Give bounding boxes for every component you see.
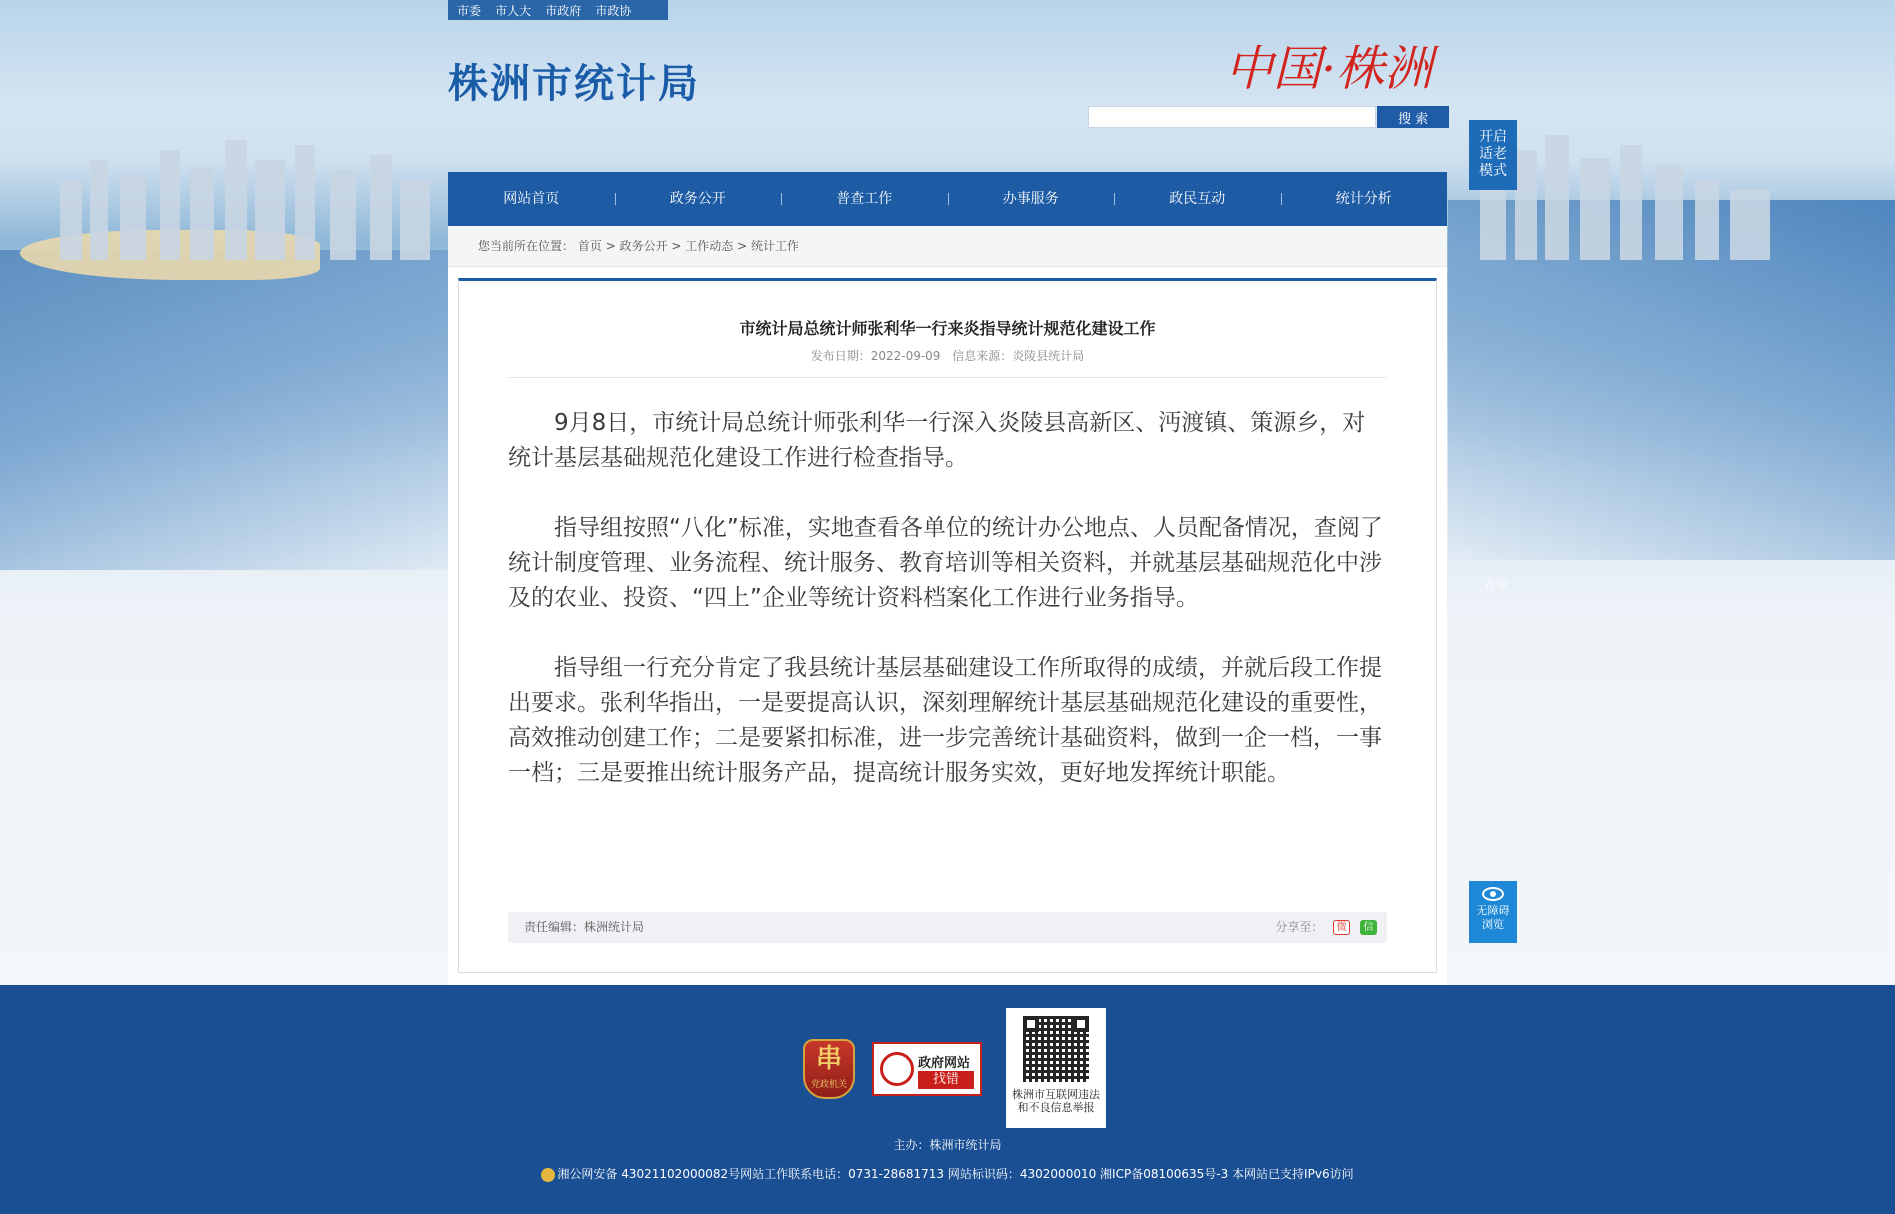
nav-government-affairs[interactable]: 政务公开 [615,172,782,226]
top-link-government[interactable]: 市政府 [545,4,582,18]
nav-services[interactable]: 办事服务 [948,172,1115,226]
gov-site-error-badge[interactable] [872,1042,982,1096]
source-label [952,349,1084,363]
search-button[interactable]: 搜 索 [1377,106,1449,128]
host-info: 主办：株洲市统计局 [893,1138,1002,1152]
breadcrumb-separator: > [671,239,686,253]
wechat-share-icon[interactable]: 信 [1360,920,1377,935]
article-card [458,278,1437,973]
breadcrumb-item-news[interactable]: 工作动态 [685,239,734,253]
gov-badge-line2: 找错 [918,1071,974,1089]
info-source: 炎陵县统计局 [1012,349,1085,363]
accessibility-button[interactable] [1469,881,1517,943]
gov-badge-line1: 政府网站 [918,1056,971,1071]
share-label: 分享至： [1275,920,1324,934]
city-logo: 中国·株洲 [1225,41,1433,97]
article-paragraph: 9月8日，市统计局总统计师张利华一行深入炎陵县高新区、沔渡镇、策源乡，对统计基层基础规范化建设工作进行检查指导。 [508,410,1366,471]
breadcrumb-item-statistics[interactable]: 统计工作 [751,239,800,253]
police-badge-icon [541,1168,555,1182]
record-info [0,1165,1895,1182]
nav-census[interactable]: 普查工作 [781,172,948,226]
top-link-congress[interactable]: 市人大 [495,4,532,18]
accessibility-label: 无障碍 浏览 [1476,904,1510,931]
party-emblem-icon: 串 [815,1044,842,1074]
nav-home[interactable]: 网站首页 [503,191,560,207]
nav-interaction[interactable]: 政民互动 [1114,172,1281,226]
content-panel [448,226,1447,985]
eye-icon [1482,887,1504,901]
breadcrumb-item-affairs[interactable]: 政务公开 [619,239,668,253]
editor-name: 株洲统计局 [584,920,645,934]
date-label [811,349,941,363]
elder-mode-button[interactable]: 开启 适老 模式 [1469,120,1517,190]
article-body [508,406,1387,826]
breadcrumb [448,226,1447,267]
source-label-text: 信息来源： [952,349,1013,363]
editor-label: 责任编辑： [524,920,585,934]
breadcrumb-prefix: 您当前所在位置： [478,239,575,253]
qr-caption: 株洲市互联网违法 和不良信息举报 [1012,1088,1100,1114]
title-divider [508,377,1387,378]
article-meta [459,347,1436,364]
breadcrumb-item-home[interactable]: 首页 [577,239,602,253]
breadcrumb-separator: > [605,239,620,253]
site-title[interactable]: 株洲市统计局 [448,60,700,107]
top-link-party[interactable]: 市委 [457,4,482,18]
search-input[interactable] [1088,106,1376,128]
magnifier-icon [880,1052,914,1086]
article-title: 市统计局总统计师张利华一行来炎指导统计规范化建设工作 [739,319,1156,338]
share-group [1275,912,1377,943]
article-footer-bar [508,912,1387,943]
article-paragraph: 指导组按照“八化”标准，实地查看各单位的统计办公地点、人员配备情况，查阅了统计制度管理、业务流程、统计服务、教育培训等相关资料，并就基层基础规范化中涉及的农业、投资、“四上”企业等统计资料档案化工作进行业务指导。 [508,515,1383,611]
article-paragraph: 指导组一行充分肯定了我县统计基层基础建设工作所取得的成绩，并就后段工作提出要求。张利华指出，一是要提高认识，深刻理解统计基层基础规范化建设的重要性，高效推动创建工作；二是要紧扣标准，进一步完善统计基础资料，做到一企一档，一事一档；三是要推出统计服务产品，提高统计服务实效，更好地发挥统计职能。 [508,655,1382,786]
top-links-bar [448,0,668,20]
top-link-cppcc[interactable]: 市政协 [595,4,632,18]
weibo-share-icon[interactable]: 微 [1333,920,1350,935]
breadcrumb-separator: > [737,239,751,253]
report-qr-code[interactable] [1006,1008,1106,1128]
floating-label: 在审 [1484,578,1509,592]
party-badge-label: 党政机关 [810,1080,847,1090]
publish-date: 2022-09-09 [870,349,941,363]
main-nav [448,172,1447,226]
nav-statistics-analysis[interactable]: 统计分析 [1281,172,1448,226]
date-label-text: 发布日期： [810,349,871,363]
party-government-badge[interactable] [803,1039,855,1099]
qr-code-icon [1023,1016,1089,1082]
record-text: 湘公网安备 43021102000082号网站工作联系电话：0731-28681713 网站标识码：4302000010 湘ICP备08100635号-3 本网站已支持IPv6访问 [557,1167,1354,1181]
background-river-left [0,250,460,570]
search-bar [1088,106,1449,128]
